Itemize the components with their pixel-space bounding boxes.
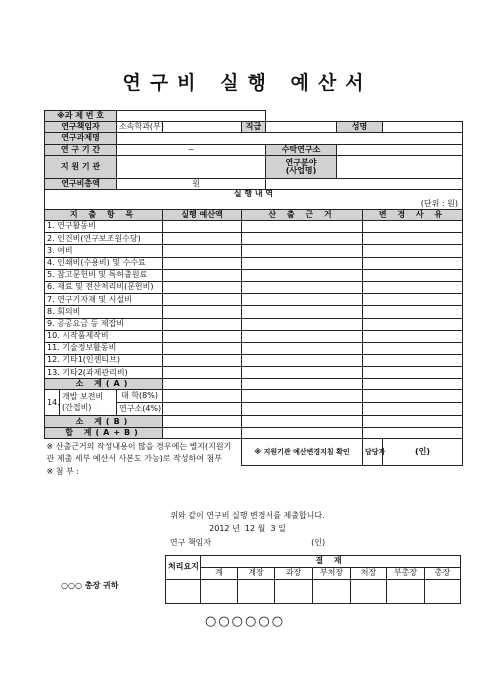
dept-field[interactable] (163, 122, 242, 133)
basis-cell[interactable] (242, 390, 363, 403)
item-14-label (60, 390, 117, 416)
reason-cell[interactable] (363, 330, 463, 342)
total-field-extra[interactable] (266, 179, 463, 190)
name-label: 성명 (337, 122, 383, 133)
item-label: 10. 시작품제작비 (45, 330, 163, 342)
reason-cell[interactable] (363, 318, 463, 330)
role-label: 과장 (275, 568, 313, 580)
reason-cell[interactable] (363, 342, 463, 354)
proc-field[interactable] (166, 580, 201, 604)
budget-form-table (44, 110, 463, 479)
item-14-sub-univ: 대 학(8%) (117, 390, 163, 403)
basis-cell[interactable] (242, 367, 363, 379)
date-month: 12 (244, 524, 256, 533)
recipient: ○○○ 총장 귀하 (61, 581, 119, 590)
budget-cell[interactable] (163, 367, 242, 379)
reason-cell[interactable] (363, 257, 463, 269)
total-ab-budget[interactable] (163, 428, 242, 439)
total-label: 연구비총액 (45, 179, 117, 190)
project-title-label: 연구과제명 (45, 133, 117, 145)
basis-cell[interactable] (242, 294, 363, 306)
total-unit: 원 (117, 179, 266, 190)
basis-cell[interactable] (242, 269, 363, 281)
field-field[interactable] (337, 156, 463, 179)
date-year: 2012 (209, 524, 230, 533)
field-label: 연구분야 (사업명) (266, 156, 337, 179)
item-label: 2. 인건비(연구보조원수당) (45, 233, 163, 245)
reason-cell[interactable] (363, 233, 463, 245)
approval-table (165, 555, 461, 604)
budget-cell[interactable] (163, 355, 242, 367)
date-day: 3 (270, 524, 276, 533)
budget-cell[interactable] (163, 245, 242, 257)
date-year-unit: 년 (232, 524, 240, 533)
research-inst-label: 수탁연구소 (266, 145, 337, 156)
signer-line (0, 537, 495, 548)
budget-cell[interactable] (163, 306, 242, 318)
item-label: 5. 참고문헌비 및 특허출원료 (45, 269, 163, 281)
budget-cell[interactable] (163, 318, 242, 330)
basis-cell[interactable] (242, 257, 363, 269)
basis-cell[interactable] (242, 318, 363, 330)
table-row (45, 355, 463, 367)
signature-cell[interactable] (275, 580, 313, 604)
col-reason: 변 경 사 유 (363, 210, 463, 221)
signature-cell[interactable] (313, 580, 351, 604)
project-title-field[interactable] (117, 133, 463, 145)
signer-label: 연구 책임자 (169, 538, 212, 547)
date-day-unit: 일 (278, 524, 286, 533)
basis-cell[interactable] (242, 281, 363, 293)
attachment-label: ※ 첨 부 : (46, 467, 79, 477)
subtotal-a-budget[interactable] (163, 379, 242, 390)
project-no-label: ※과 제 번 호 (45, 111, 117, 122)
position-field[interactable] (266, 122, 337, 133)
item-label: 6. 재료 및 전산처리비(문헌비) (45, 281, 163, 293)
funding-org-label: 지 원 기 관 (45, 156, 117, 179)
reason-cell[interactable] (363, 245, 463, 257)
table-row (45, 269, 463, 281)
manager-label: 담당자 (363, 439, 383, 466)
reason-cell[interactable] (363, 390, 463, 403)
subtotal-b-basis[interactable] (242, 416, 363, 428)
date-month-unit: 월 (257, 524, 266, 533)
confirm-label: ※ 지원기관 예산변경지침 확인 (242, 439, 363, 466)
period-label: 연 구 기 간 (45, 145, 117, 156)
table-row (45, 342, 463, 354)
period-field[interactable]: ~ (117, 145, 266, 156)
budget-cell[interactable] (163, 330, 242, 342)
item-14-sub-inst: 연구소(4%) (117, 403, 163, 416)
subtotal-b-reason[interactable] (363, 416, 463, 428)
document-title: 연구비 실행 예산서 (122, 72, 373, 94)
basis-cell[interactable] (242, 306, 363, 318)
reason-cell[interactable] (363, 281, 463, 293)
role-label: 부처장 (313, 568, 351, 580)
reason-cell[interactable] (363, 221, 463, 233)
table-row (45, 330, 463, 342)
name-field[interactable] (383, 122, 463, 133)
table-row (45, 294, 463, 306)
budget-cell[interactable] (163, 269, 242, 281)
reason-cell[interactable] (363, 367, 463, 379)
pi-label: 연구책임자 (45, 122, 117, 133)
signature-cell[interactable] (238, 580, 275, 604)
budget-cell[interactable] (163, 233, 242, 245)
subtotal-b-label: 소 계(B) (45, 416, 163, 428)
reason-cell[interactable] (363, 403, 463, 416)
item-label: 7. 연구기자재 및 시설비 (45, 294, 163, 306)
basis-cell[interactable] (242, 355, 363, 367)
funding-org-field[interactable] (117, 156, 266, 179)
subtotal-b-budget[interactable] (163, 416, 242, 428)
bottom-mark: ○○○○○○ (205, 614, 286, 629)
item-label: 12. 기타1(인센티브) (45, 355, 163, 367)
basis-cell[interactable] (242, 221, 363, 233)
reason-cell[interactable] (363, 306, 463, 318)
col-item: 지 출 항 목 (45, 210, 163, 221)
footnote: ※ 산출근거의 작성내용이 많을 경우에는 별지(지원기관 제출 세부 예산서 사본도 가능)로 작성하여 첨부 (46, 442, 232, 463)
basis-cell[interactable] (242, 330, 363, 342)
basis-cell[interactable] (242, 403, 363, 416)
subtotal-a-reason[interactable] (363, 379, 463, 390)
reason-cell[interactable] (363, 355, 463, 367)
table-row (45, 245, 463, 257)
basis-cell[interactable] (242, 233, 363, 245)
col-basis: 산 출 근 거 (242, 210, 363, 221)
budget-cell[interactable] (163, 257, 242, 269)
details-heading: 실 행 내 역 (233, 189, 274, 198)
budget-cell[interactable] (163, 294, 242, 306)
item-label: 1. 연구활동비 (45, 221, 163, 233)
details-heading-cell (45, 190, 463, 210)
proc-label: 처리요지 (166, 556, 201, 580)
budget-cell[interactable] (163, 342, 242, 354)
subtotal-a-basis[interactable] (242, 379, 363, 390)
signer-seal: (인) (311, 538, 326, 547)
signature-cell[interactable] (387, 580, 425, 604)
item-label: 3. 여비 (45, 245, 163, 257)
basis-cell[interactable] (242, 245, 363, 257)
reason-cell[interactable] (363, 269, 463, 281)
seal-mark: (인) (383, 439, 463, 466)
approval-header: 결 재 (201, 556, 461, 568)
total-ab-reason[interactable] (363, 428, 463, 439)
reason-cell[interactable] (363, 294, 463, 306)
project-no-field[interactable] (117, 111, 266, 122)
item-label: 4. 인쇄비(수용비) 및 수수료 (45, 257, 163, 269)
role-label: 계 (201, 568, 238, 580)
item-label: 9. 공공요금 등 제잡비 (45, 318, 163, 330)
item-14-label-line2: (간접비) (62, 403, 92, 413)
table-row (45, 233, 463, 245)
dept-label: 소속학과(부) (117, 122, 163, 133)
item-label: 13. 기타2(과제관리비) (45, 367, 163, 379)
item-label: 8. 회의비 (45, 306, 163, 318)
total-ab-label: 합 계(A+B) (45, 428, 163, 439)
signature-cell[interactable] (425, 580, 461, 604)
item-14-label-line1: 개발 보전비 (62, 392, 104, 402)
table-row (45, 367, 463, 379)
budget-cell[interactable] (163, 221, 242, 233)
submission-date (0, 523, 495, 534)
role-label: 총장 (425, 568, 461, 580)
budget-cell[interactable] (163, 390, 242, 403)
research-inst-field[interactable] (337, 145, 463, 156)
signature-cell[interactable] (201, 580, 238, 604)
item-14-number: 14. (45, 390, 60, 416)
table-row (45, 318, 463, 330)
budget-cell[interactable] (163, 403, 242, 416)
role-label: 부총장 (387, 568, 425, 580)
role-label: 처장 (351, 568, 387, 580)
budget-cell[interactable] (163, 281, 242, 293)
basis-cell[interactable] (242, 342, 363, 354)
table-row (45, 221, 463, 233)
subtotal-a-label: 소 계(A) (45, 379, 163, 390)
item-label: 11. 기술정보활동비 (45, 342, 163, 354)
position-label: 직급 (242, 122, 266, 133)
total-ab-basis[interactable] (242, 428, 363, 439)
table-row (45, 281, 463, 293)
table-row (45, 306, 463, 318)
signature-cell[interactable] (351, 580, 387, 604)
col-budget: 실행 예산액 (163, 210, 242, 221)
submission-statement: 위와 같이 연구비 실행 변경서를 제출합니다. (170, 511, 325, 520)
unit-note: (단위 : 원) (420, 198, 459, 208)
table-row (45, 257, 463, 269)
role-label: 계장 (238, 568, 275, 580)
